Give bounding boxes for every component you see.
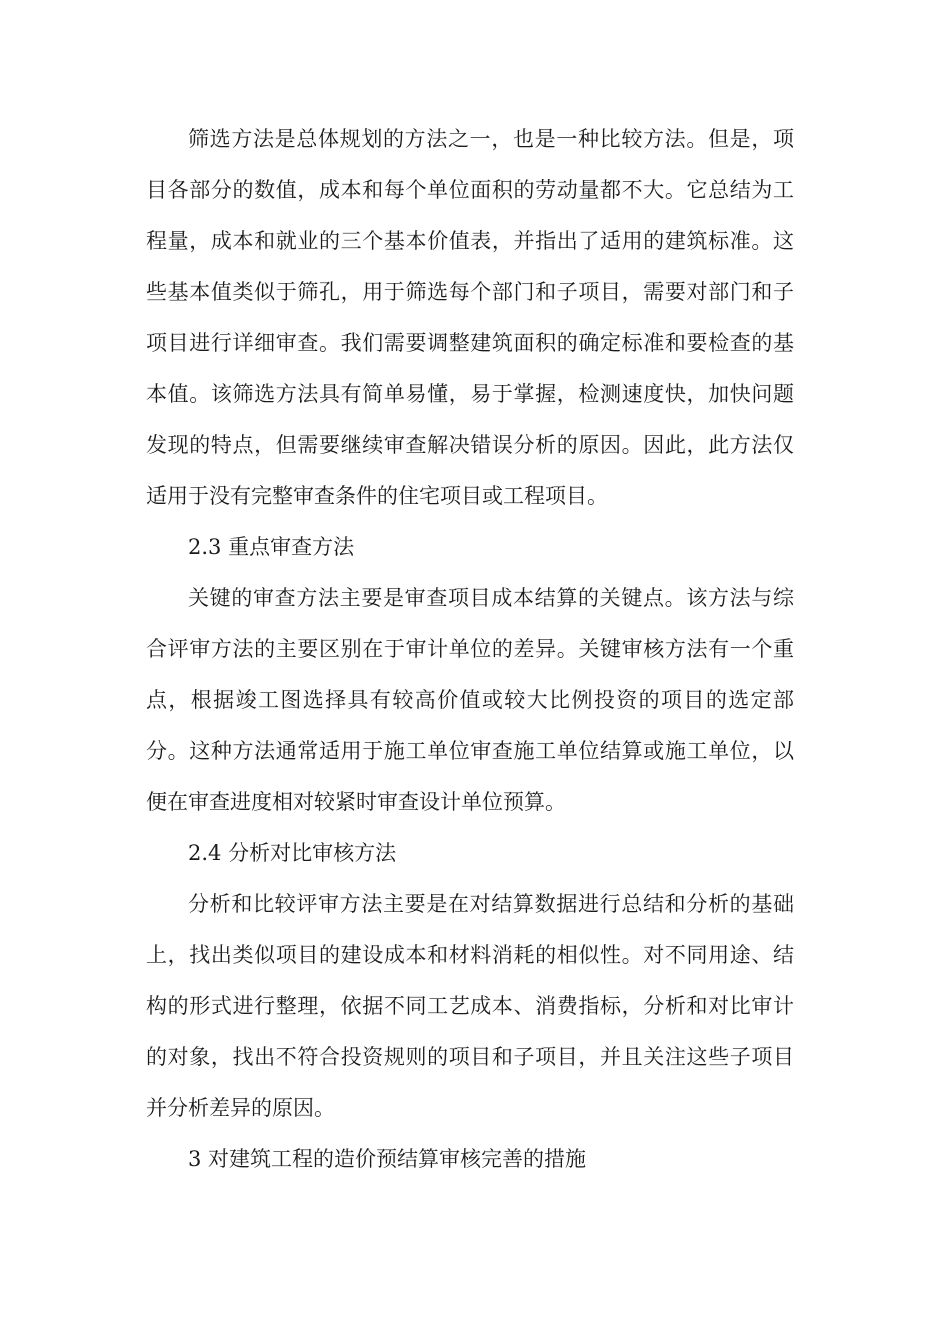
section-heading-2-4: 2.4 分析对比审核方法	[188, 841, 397, 865]
document-body	[146, 114, 794, 1185]
section-heading-2-3: 2.3 重点审查方法	[188, 535, 355, 559]
section-heading-3: 3 对建筑工程的造价预结算审核完善的措施	[188, 1147, 587, 1171]
paragraph-comparative-analysis-method: 分析和比较评审方法主要是在对结算数据进行总结和分析的基础上，找出类似项目的建设成本和材料消耗的相似性。对不同用途、结构的形式进行整理，依据不同工艺成本、消费指标，分析和对比审计的对象，找出不符合投资规则的项目和子项目，并且关注这些子项目并分析差异的原因。	[146, 892, 794, 1120]
paragraph-screening-method: 筛选方法是总体规划的方法之一，也是一种比较方法。但是，项目各部分的数值，成本和每个单位面积的劳动量都不大。它总结为工程量，成本和就业的三个基本价值表，并指出了适用的建筑标准。这些基本值类似于筛孔，用于筛选每个部门和子项目，需要对部门和子项目进行详细审查。我们需要调整建筑面积的确定标准和要检查的基本值。该筛选方法具有简单易懂，易于掌握，检测速度快，加快问题发现的特点，但需要继续审查解决错误分析的原因。因此，此方法仅适用于没有完整审查条件的住宅项目或工程项目。	[146, 127, 794, 508]
paragraph-key-review-method: 关键的审查方法主要是审查项目成本结算的关键点。该方法与综合评审方法的主要区别在于审计单位的差异。关键审核方法有一个重点，根据竣工图选择具有较高价值或较大比例投资的项目的选定部分。这种方法通常适用于施工单位审查施工单位结算或施工单位，以便在审查进度相对较紧时审查设计单位预算。	[146, 586, 794, 814]
